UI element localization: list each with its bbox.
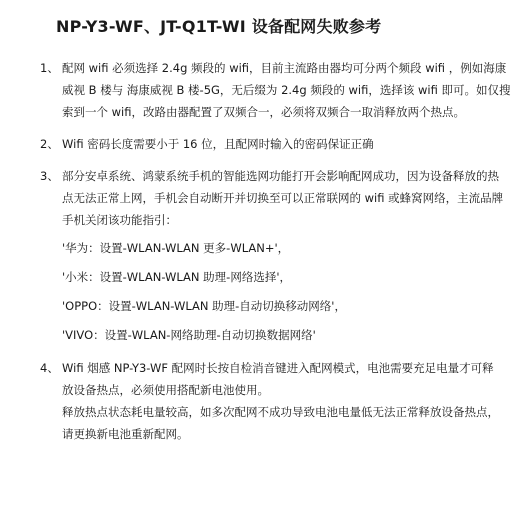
item-body [62, 357, 499, 445]
list-item-2 [40, 133, 498, 155]
item-line: 索到一个 wifi，改路由器配置了双频合一，必须将双频合一取消释放两个热点。 [62, 105, 465, 119]
item-line: 放设备热点，必须使用搭配新电池使用。 [62, 383, 269, 397]
item-body [62, 57, 511, 123]
guide-huawei: '华为：设置-WLAN-WLAN 更多-WLAN+'， [62, 241, 290, 255]
item-line: 配网 wifi 必须选择 2.4g 频段的 wifi，目前主流路由器均可分两个频段 wifi ，例如海康 [62, 61, 507, 75]
guide-xiaomi: '小米：设置-WLAN-WLAN 助理-网络选择'， [62, 270, 291, 284]
item-number: 2、 [40, 137, 59, 151]
item-number: 3、 [40, 169, 59, 183]
item-body [62, 165, 503, 347]
list-item-3 [40, 165, 504, 347]
guide-oppo: 'OPPO：设置-WLAN-WLAN 助理-自动切换移动网络'， [62, 299, 346, 313]
list-item-4 [40, 357, 498, 445]
item-line: 手机关闭该功能指引： [62, 213, 177, 227]
item-line: 部分安卓系统、鸿蒙系统手机的智能选网功能打开会影响配网成功，因为设备释放的热 [62, 169, 499, 183]
item-line: 释放热点状态耗电量较高，如多次配网不成功导致电池电量低无法正常释放设备热点， [62, 405, 499, 419]
item-line: Wifi 烟感 NP-Y3-WF 配网时长按自检消音键进入配网模式，电池需要充足电量才可释 [62, 361, 494, 375]
guide-vivo: 'VIVO：设置-WLAN-网络助理-自动切换数据网络' [62, 328, 316, 342]
item-number: 1、 [40, 61, 59, 75]
item-line: Wifi 密码长度需要小于 16 位，且配网时输入的密码保证正确 [62, 137, 374, 151]
item-body [62, 133, 498, 155]
item-line: 点无法正常上网，手机会自动断开并切换至可以正常联网的 wifi 或蜂窝网络，主流品牌 [62, 191, 504, 205]
list-item-1 [40, 57, 511, 123]
document-title: NP-Y3-WF、JT-Q1T-WI 设备配网失败参考 [56, 17, 382, 36]
item-line: 威视 B 楼与 海康威视 B 楼-5G，无后缀为 2.4g 频段的 wifi，选择该 wifi 即可。如仅搜 [62, 83, 511, 97]
item-line: 请更换新电池重新配网。 [62, 427, 189, 441]
item-number: 4、 [40, 361, 59, 375]
